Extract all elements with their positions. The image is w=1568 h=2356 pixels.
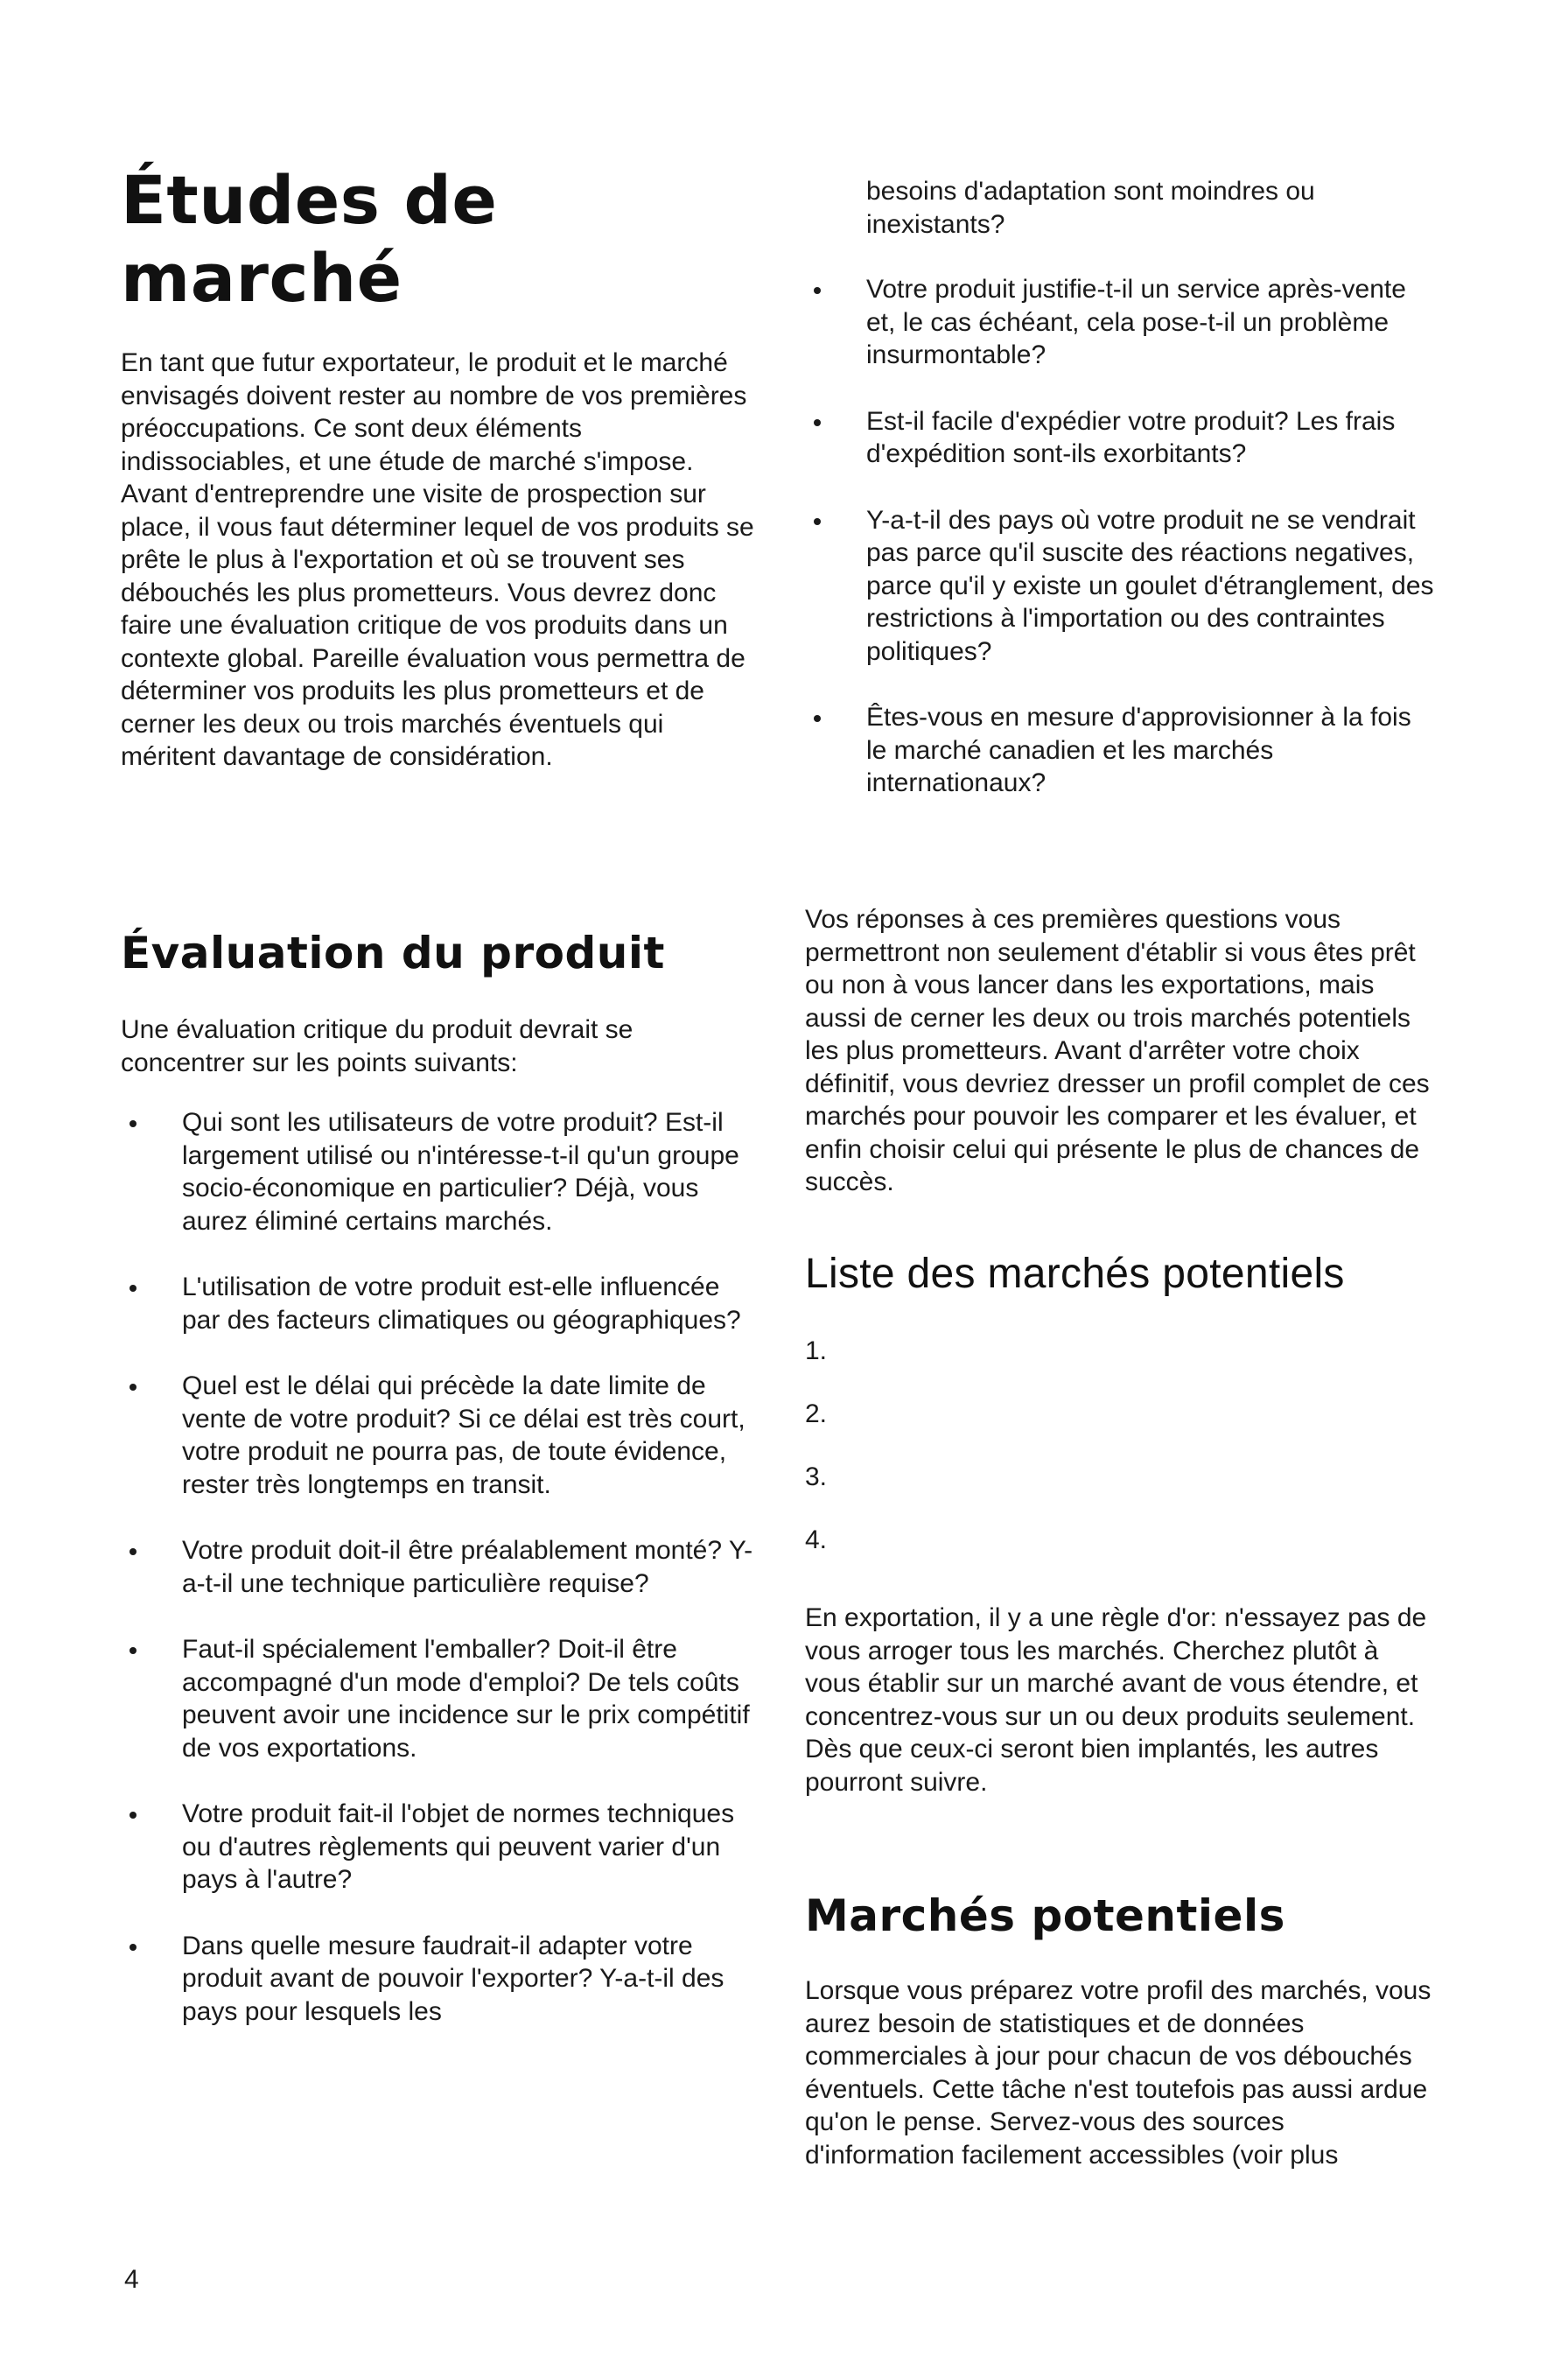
list-item: Dans quelle mesure faudrait-il adapter votre produit avant de pouvoir l'exporter? Y-a-t-il des pays pour lesquels les xyxy=(121,1930,760,2029)
list-item: Qui sont les utilisateurs de votre produit? Est-il largement utilisé ou n'intéresse-t-il qu'un groupe socio-économique en particulier? Déjà, vous aurez éliminé certains marchés. xyxy=(121,1106,760,1238)
list-item: Quel est le délai qui précède la date limite de vente de votre produit? Si ce délai est très court, votre produit ne pourra pas, de toute évidence, rester très longtemps en transit. xyxy=(121,1370,760,1501)
list-item: Votre produit justifie-t-il un service après-vente et, le cas échéant, cela pose-t-il un problème insurmontable? xyxy=(805,273,1435,372)
bullet-icon xyxy=(814,419,821,426)
list-item: 4. xyxy=(805,1525,828,1554)
bullet-icon xyxy=(130,1548,136,1555)
section-title-potential-markets: Marchés potentiels xyxy=(805,1890,1285,1941)
section-title-evaluation: Évaluation du produit xyxy=(121,928,665,978)
list-item: L'utilisation de votre produit est-elle influencée par des facteurs climatiques ou géographiques? xyxy=(121,1271,760,1336)
potential-markets-paragraph: Lorsque vous préparez votre profil des marchés, vous aurez besoin de statistiques et de données commerciales à jour pour chacun de vos débouchés éventuels. Cette tâche n'est toutefois pas aussi ardue qu'on le pense. Servez-vous des sources d'information facilement accessibles (voir plus xyxy=(805,1976,1432,2170)
list-item: 2. xyxy=(805,1399,828,1428)
intro-paragraph: En tant que futur exportateur, le produit et le marché envisagés doivent rester au nombre de vos premières préoccupations. Ce sont deux éléments indissociables, et une étude de marché s'impose. Avant d'entreprendre une visite de prospection sur place, il vous faut déterminer lequel de vos produits se prête le plus à l'exportation et où se trouvent ses débouchés les plus prometteurs. Vous devrez donc faire une évaluation critique de vos produits dans un contexte global. Pareille évaluation vous permettra de déterminer vos produits les plus prometteurs et de cerner les deux ou trois marchés éventuels qui méritent davantage de considération. xyxy=(121,348,754,771)
page-title: Études de marché xyxy=(121,161,498,317)
answers-paragraph: Vos réponses à ces premières questions vous permettront non seulement d'établir si vous êtes prêt ou non à vous lancer dans les exportations, mais aussi de cerner les deux ou trois marchés potentiels les plus prometteurs. Avant d'arrêter votre choix définitif, vous devriez dresser un profil complet de ces marchés pour pouvoir les comparer et les évaluer, et enfin choisir celui qui présente le plus de chances de succès. xyxy=(805,905,1430,1196)
bullet-icon xyxy=(814,518,821,525)
list-item: Êtes-vous en mesure d'approvisionner à la fois le marché canadien et les marchés internationaux? xyxy=(805,701,1435,800)
bullet-icon xyxy=(130,1384,136,1391)
list-item: 1. xyxy=(805,1336,828,1365)
evaluation-bullet-list xyxy=(121,1106,760,2028)
golden-rule-paragraph: En exportation, il y a une règle d'or: n'essayez pas de vous arroger tous les marchés. Cherchez plutôt à vous établir sur un marché avant de vous étendre, et concentrez-vous sur un ou deux produits seulement. Dès que ceux-ci seront bien implantés, les autres pourront suivre. xyxy=(805,1603,1427,1797)
bullet-icon xyxy=(130,1647,136,1654)
evaluation-bullet-list-continued xyxy=(805,273,1435,800)
list-item: Votre produit doit-il être préalablement monté? Y-a-t-il une technique particulière requise? xyxy=(121,1534,760,1600)
bullet-continuation: besoins d'adaptation sont moindres ou inexistants? xyxy=(866,177,1315,239)
bullet-icon xyxy=(130,1120,136,1127)
list-item: Votre produit fait-il l'objet de normes techniques ou d'autres règlements qui peuvent varier d'un pays à l'autre? xyxy=(121,1798,760,1897)
list-item: Est-il facile d'expédier votre produit? Les frais d'expédition sont-ils exorbitants? xyxy=(805,405,1435,471)
list-item: Faut-il spécialement l'emballer? Doit-il être accompagné d'un mode d'emploi? De tels coûts peuvent avoir une incidence sur le prix compétitif de vos exportations. xyxy=(121,1633,760,1764)
bullet-icon xyxy=(130,1285,136,1292)
section-title-list: Liste des marchés potentiels xyxy=(805,1251,1345,1297)
list-item: Y-a-t-il des pays où votre produit ne se vendrait pas parce qu'il suscite des réactions negatives, parce qu'il y existe un goulet d'étranglement, des restrictions à l'importation ou des contraintes politiques? xyxy=(805,504,1435,669)
bullet-icon xyxy=(814,715,821,722)
bullet-icon xyxy=(130,1944,136,1951)
bullet-icon xyxy=(130,1812,136,1819)
evaluation-intro: Une évaluation critique du produit devrait se concentrer sur les points suivants: xyxy=(121,1015,634,1077)
page-number: 4 xyxy=(124,2265,139,2294)
bullet-icon xyxy=(814,287,821,294)
potential-markets-list xyxy=(805,1335,827,1587)
list-item: 3. xyxy=(805,1462,828,1491)
